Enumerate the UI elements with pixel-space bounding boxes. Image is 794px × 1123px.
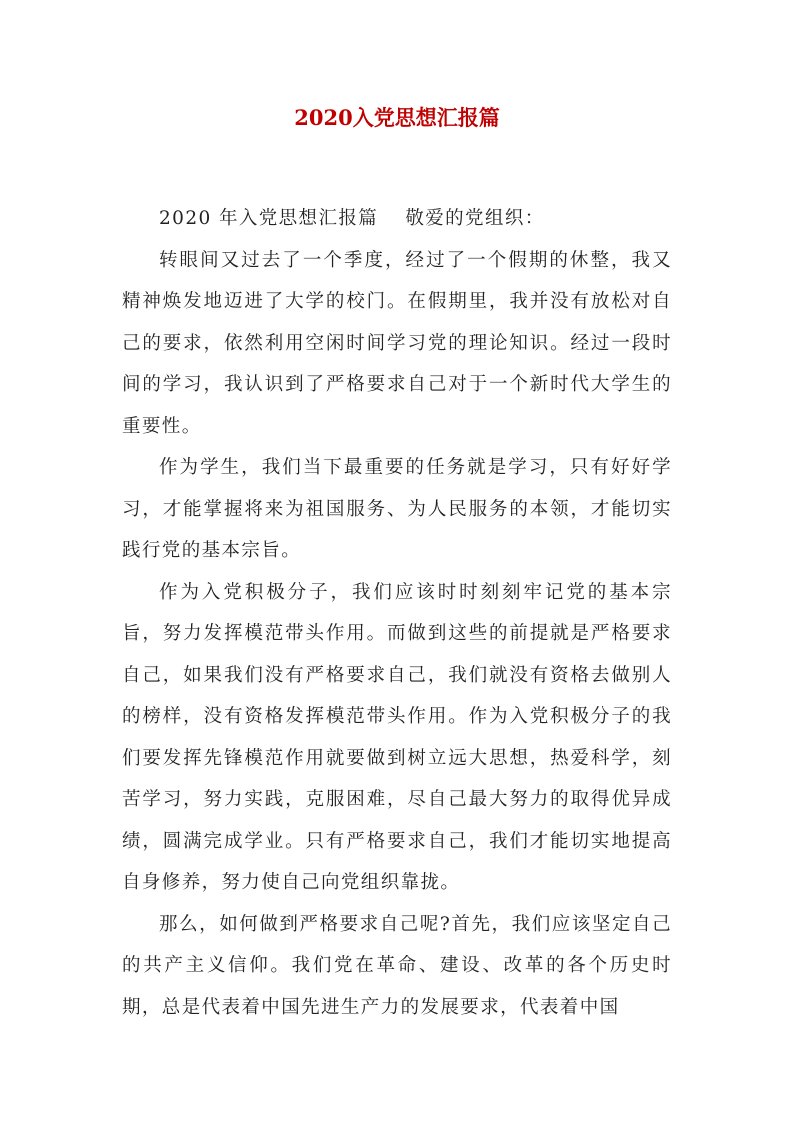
body-paragraph: 那么，如何做到严格要求自己呢?首先，我们应该坚定自己的共产主义信仰。我们党在革命、建设、改革的各个历史时期，总是代表着中国先进生产力的发展要求，代表着中国 [122, 913, 672, 1018]
document-title: 2020入党思想汇报篇 [294, 105, 500, 130]
body-paragraph: 作为学生，我们当下最重要的任务就是学习，只有好好学习，才能掌握将来为祖国服务、为人民服务的本领，才能切实践行党的基本宗旨。 [122, 457, 672, 561]
body-paragraph: 2020 年入党思想汇报篇 敬爱的党组织： [159, 208, 545, 229]
document-body [122, 198, 672, 1028]
body-paragraph: 作为入党积极分子，我们应该时时刻刻牢记党的基本宗旨，努力发挥模范带头作用。而做到这些的前提就是严格要求自己，如果我们没有严格要求自己，我们就没有资格去做别人的榜样，没有资格发挥模范带头作用。作为入党积极分子的我们要发挥先锋模范作用就要做到树立远大思想，热爱科学，刻苦学习，努力实践，克服困难，尽自己最大努力的取得优异成绩，圆满完成学业。只有严格要求自己，我们才能切实地提高自身修养，努力使自己向党组织靠拢。 [122, 581, 672, 893]
body-paragraph: 转眼间又过去了一个季度，经过了一个假期的休整，我又精神焕发地迈进了大学的校门。在假期里，我并没有放松对自己的要求，依然利用空闲时间学习党的理论知识。经过一段时间的学习，我认识到了严格要求自己对于一个新时代大学生的重要性。 [122, 249, 672, 437]
